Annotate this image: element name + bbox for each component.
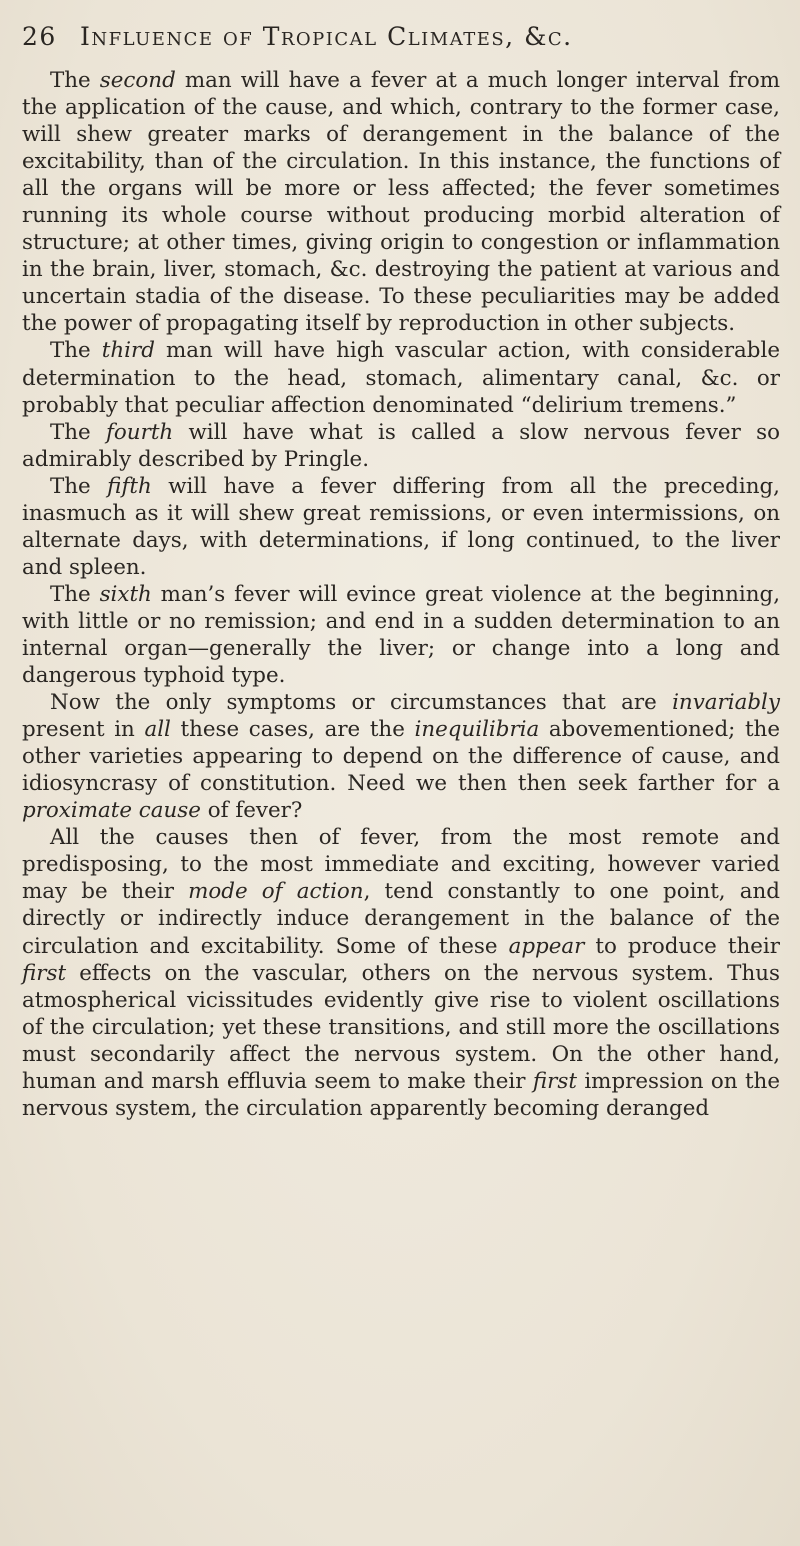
text-run: , tend constantly to one point, and directly or indirectly induce derangement in the balance of the circulation and excitability. Some of these <box>22 879 780 959</box>
text-run: effects on the vascular, others on the nervous system. Thus atmospherical vicissitudes evidently give rise to violent oscillations of the circulation; yet these transitions, and still more the oscillations must secondarily affect the nervous system. On the other hand, human and marsh effluvia seem to make their <box>22 960 780 1094</box>
italic-text: mode of action <box>188 879 364 905</box>
text-run: man’s fever will evince great violence at the beginning, with little or no remission; and end in a sudden determination to an internal organ—generally the liver; or change into a long and dangerous typhoid type. <box>22 581 780 689</box>
italic-text: fifth <box>107 473 152 499</box>
text-run: present in <box>22 717 145 743</box>
text-run: will have a fever differing from all the preceding, inasmuch as it will shew great remissions, or even intermissions, on alternate days, with determinations, if long continued, to the liver and spleen. <box>22 473 780 580</box>
paragraph <box>22 824 780 1122</box>
text-run: Now the only symptoms or circumstances that are <box>50 690 673 716</box>
text-run: abovementioned; the other varieties appearing to depend on the difference of cause, and idiosyncrasy of constitution. Need we then then seek farther for a <box>22 717 780 797</box>
italic-text: third <box>101 338 155 364</box>
paragraph <box>22 337 780 418</box>
text-run: The <box>50 338 102 364</box>
italic-text: invariably <box>672 690 780 716</box>
text-run: these cases, are the <box>170 717 415 743</box>
paragraph <box>22 689 780 824</box>
italic-text: second <box>99 68 176 93</box>
italic-text: appear <box>508 933 585 959</box>
paragraph <box>22 419 780 473</box>
text-run: of fever? <box>200 798 303 824</box>
italic-text: first <box>532 1068 577 1094</box>
text-run: The <box>50 473 108 499</box>
italic-text: proximate cause <box>22 798 201 824</box>
italic-text: fourth <box>106 419 174 445</box>
italic-text: all <box>144 717 171 743</box>
running-title: Influence of Tropical Climates, &c. <box>80 22 573 51</box>
paragraph <box>22 581 780 689</box>
text-run: impression on the nervous system, the circulation apparently becoming deranged <box>22 1068 780 1121</box>
text-run: man will have a fever at a much longer interval from the application of the cause, and which, contrary to the former case, will shew greater marks of derangement in the balance of the excitability, than of the circulation. In this instance, the functions of all the organs will be more or less affected; the fever sometimes running its whole course without producing morbid alteration of structure; at other times, giving origin to congestion or inflammation in the brain, liver, stomach, &c. destroying the patient at various and uncertain stadia of the disease. To these peculiarities may be added the power of propagating itself by reproduction in other subjects. <box>22 68 780 337</box>
text-run: man will have high vascular action, with considerable determination to the head, stomach, alimentary canal, &c. or probably that peculiar affection denominated “delirium tremens.” <box>22 338 780 418</box>
text-run: All the causes then of fever, from the most remote and predisposing, to the most immediate and exciting, however varied may be their <box>22 825 780 905</box>
text-run: will have what is called a slow nervous fever so admirably described by Pringle. <box>22 419 780 472</box>
text-run: The <box>50 68 100 93</box>
paragraph <box>22 473 780 581</box>
italic-text: first <box>22 960 67 986</box>
italic-text: inequilibria <box>414 717 540 743</box>
running-head <box>22 22 780 62</box>
paragraph <box>22 67 780 337</box>
text-run: The <box>50 581 100 607</box>
text-run: to produce their <box>584 933 780 959</box>
body-text <box>22 67 780 1122</box>
text-run: The <box>50 419 107 445</box>
italic-text: sixth <box>99 581 152 607</box>
page-number: 26 <box>22 22 57 51</box>
